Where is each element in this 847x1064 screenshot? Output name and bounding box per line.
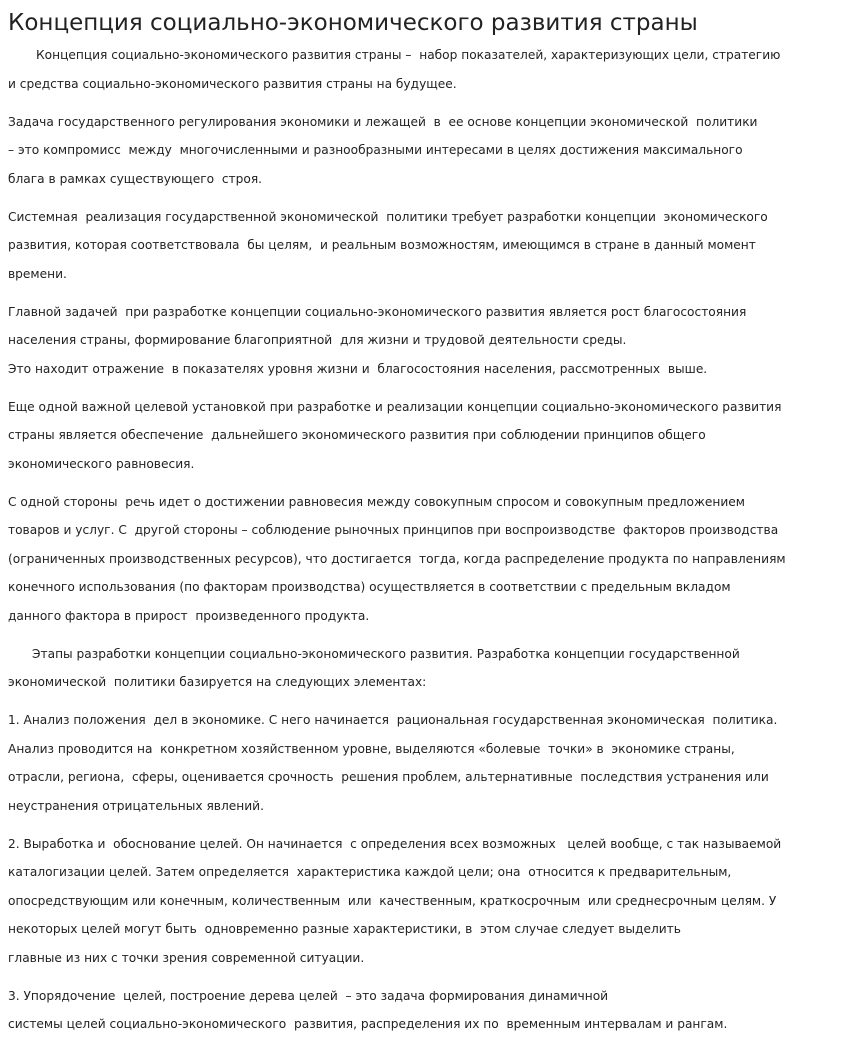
paragraph-line: населения страны, формирование благоприятной для жизни и трудовой деятельности среды. (8, 333, 627, 347)
paragraph-line: Еще одной важной целевой установкой при разработке и реализации концепции социально-экономического развития (8, 399, 782, 414)
paragraph-line: экономического равновесия. (8, 456, 195, 471)
paragraph-line: (ограниченных производственных ресурсов), что достигается тогда, когда распределение продукта по направлениям (8, 551, 786, 566)
paragraph-8 (8, 706, 844, 820)
paragraph-6 (8, 488, 844, 631)
paragraph-line: главные из них с точки зрения современной ситуации. (8, 950, 365, 965)
paragraph-line: Главной задачей при разработке концепции социально-экономического развития является рост благосостояния (8, 304, 747, 319)
paragraph-line: 1. Анализ положения дел в экономике. С него начинается рациональная государственная экономическая политика. (8, 713, 778, 727)
paragraph-line: системы целей социально-экономического развития, распределения их по временным интервалам и рангам. (8, 1017, 728, 1031)
page-title: Концепция социально-экономического развития страны (8, 10, 698, 36)
paragraph-3 (8, 203, 844, 289)
paragraph-5 (8, 393, 844, 479)
paragraph-line: неустранения отрицательных явлений. (8, 798, 264, 813)
document-page (8, 0, 844, 1039)
paragraph-9 (8, 830, 844, 973)
paragraph-line: данного фактора в прирост произведенного продукта. (8, 608, 370, 623)
paragraph-line: некоторых целей могут быть одновременно разные характеристики, в этом случае следует выделить (8, 922, 681, 936)
document-body (8, 41, 844, 1039)
paragraph-1 (8, 41, 844, 98)
paragraph-line: 2. Выработка и обоснование целей. Он начинается с определения всех возможных целей вообще, с так называемой (8, 836, 782, 851)
paragraph-line: Системная реализация государственной экономической политики требует разработки концепции экономического (8, 209, 768, 224)
paragraph-2 (8, 108, 844, 194)
paragraph-4 (8, 298, 844, 384)
paragraph-line: блага в рамках существующего строя. (8, 171, 263, 186)
paragraph-line: времени. (8, 266, 67, 281)
paragraph-line: – это компромисс между многочисленными и разнообразными интересами в целях достижения максимального (8, 143, 743, 157)
paragraph-line: Этапы разработки концепции социально-экономического развития. Разработка концепции государственной (32, 646, 740, 661)
paragraph-line: страны является обеспечение дальнейшего экономического развития при соблюдении принципов общего (8, 428, 706, 442)
paragraph-line: каталогизации целей. Затем определяется характеристика каждой цели; она относится к предварительным, (8, 865, 732, 879)
paragraph-7 (8, 640, 844, 697)
paragraph-line: конечного использования (по факторам производства) осуществляется в соответствии с предельным вкладом (8, 580, 731, 594)
paragraph-line: Задача государственного регулирования экономики и лежащей в ее основе концепции экономической политики (8, 114, 758, 129)
paragraph-line: 3. Упорядочение целей, построение дерева целей – это задача формирования динамичной (8, 988, 609, 1003)
paragraph-line: развития, которая соответствовала бы целям, и реальным возможностям, имеющимся в стране в данный момент (8, 238, 756, 252)
paragraph-10 (8, 982, 844, 1039)
paragraph-line: С одной стороны речь идет о достижении равновесия между совокупным спросом и совокупным предложением (8, 494, 745, 509)
paragraph-line: товаров и услуг. С другой стороны – соблюдение рыночных принципов при воспроизводстве факторов производства (8, 523, 779, 537)
paragraph-line: и средства социально-экономического развития страны на будущее. (8, 76, 457, 91)
paragraph-line: Анализ проводится на конкретном хозяйственном уровне, выделяются «болевые точки» в экономике страны, (8, 741, 735, 756)
paragraph-line: опосредствующим или конечным, количественным или качественным, краткосрочным или среднесрочным целям. У (8, 893, 777, 908)
paragraph-line: Концепция социально-экономического развития страны – набор показателей, характеризующих цели, стратегию (36, 48, 781, 62)
paragraph-line: Это находит отражение в показателях уровня жизни и благосостояния населения, рассмотренных выше. (8, 361, 708, 376)
paragraph-line: экономической политики базируется на следующих элементах: (8, 675, 427, 689)
paragraph-line: отрасли, региона, сферы, оценивается срочность решения проблем, альтернативные последствия устранения или (8, 770, 769, 784)
